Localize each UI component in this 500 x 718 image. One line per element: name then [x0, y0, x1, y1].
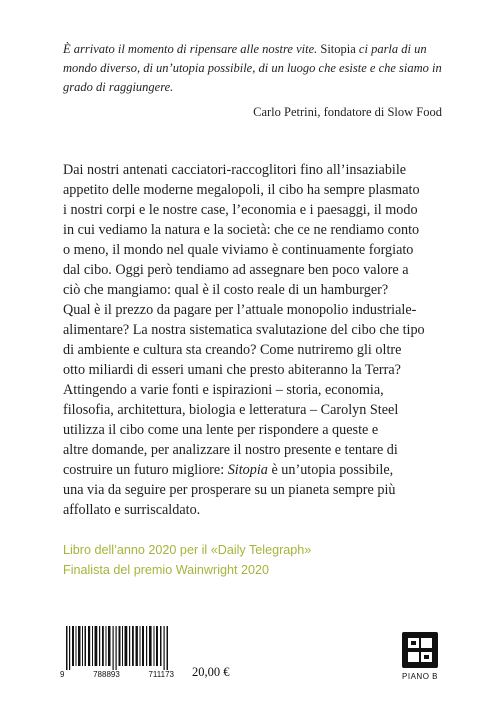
blurb-line: alimentare? La nostra sistematica svalutazione del cibo che tipo	[63, 322, 425, 338]
isbn-digit-group: 9	[60, 670, 65, 679]
blurb-line: affollato e surriscaldato.	[63, 502, 201, 518]
epigraph-quote	[63, 40, 443, 97]
isbn-barcode	[66, 626, 168, 670]
blurb-title-italic: Sitopia	[227, 462, 268, 478]
blurb-line: filosofia, architettura, biologia e letteratura – Carolyn Steel	[63, 402, 399, 418]
isbn-number	[60, 670, 174, 679]
blurb-line: appetito delle moderne megalopoli, il cibo ha sempre plasmato	[63, 182, 420, 198]
quote-part-1: È arrivato il momento di ripensare alle nostre vite.	[63, 42, 321, 56]
blurb-line: Attingendo a varie fonti e ispirazioni – storia, economia,	[63, 382, 384, 398]
blurb-line: o meno, il mondo nel quale viviamo è continuamente forgiato	[63, 242, 414, 258]
isbn-digit-group: 711173	[148, 670, 174, 679]
blurb-line: in cui vediamo la natura e la società: che ce ne rendiamo conto	[63, 222, 420, 238]
price-label: 20,00 €	[192, 665, 230, 679]
blurb-line	[63, 460, 455, 480]
blurb-line: utilizza il cibo come una lente per rispondere a queste e	[63, 422, 379, 438]
blurb-line: ciò che mangiamo: qual è il costo reale di un hamburger?	[63, 282, 389, 298]
blurb-line: Dai nostri antenati cacciatori-raccoglitori fino all’insaziabile	[63, 162, 407, 178]
publisher-name: PIANO B	[402, 672, 438, 681]
blurb-line: i nostri corpi e le nostre case, l’economia e i paesaggi, il modo	[63, 202, 418, 218]
isbn-digit-group: 788893	[93, 670, 120, 679]
award-line: Finalista del premio Wainwright 2020	[63, 563, 270, 577]
publisher-logo-icon	[400, 630, 440, 670]
blurb-line: Qual è il prezzo da pagare per l’attuale monopolio industriale-	[63, 302, 417, 318]
blurb-paragraph	[63, 160, 455, 520]
quote-part-2: ci parla di un mondo diverso, di un’utopia possibile, di un luogo che esiste e che siamo in grado di raggiungere.	[63, 42, 442, 94]
quote-title-word: Sitopia	[320, 42, 356, 56]
blurb-line: otto miliardi di esseri umani che presto abiteranno la Terra?	[63, 362, 401, 378]
blurb-line: una via da seguire per prosperare su un pianeta sempre più	[63, 482, 396, 498]
awards-block	[63, 540, 311, 580]
blurb-line: dal cibo. Oggi però tendiamo ad assegnare ben poco valore a	[63, 262, 409, 278]
quote-attribution: Carlo Petrini, fondatore di Slow Food	[253, 105, 442, 119]
blurb-line-end: è un’utopia possibile,	[267, 462, 394, 478]
award-line: Libro dell’anno 2020 per il «Daily Telegraph»	[63, 543, 312, 557]
blurb-line: altre domande, per analizzare il nostro presente e tentare di	[63, 442, 398, 458]
blurb-line: di ambiente e cultura sta creando? Come nutriremo gli oltre	[63, 342, 402, 358]
blurb-line-start: costruire un futuro migliore:	[63, 462, 225, 478]
blurb-text	[63, 160, 455, 520]
